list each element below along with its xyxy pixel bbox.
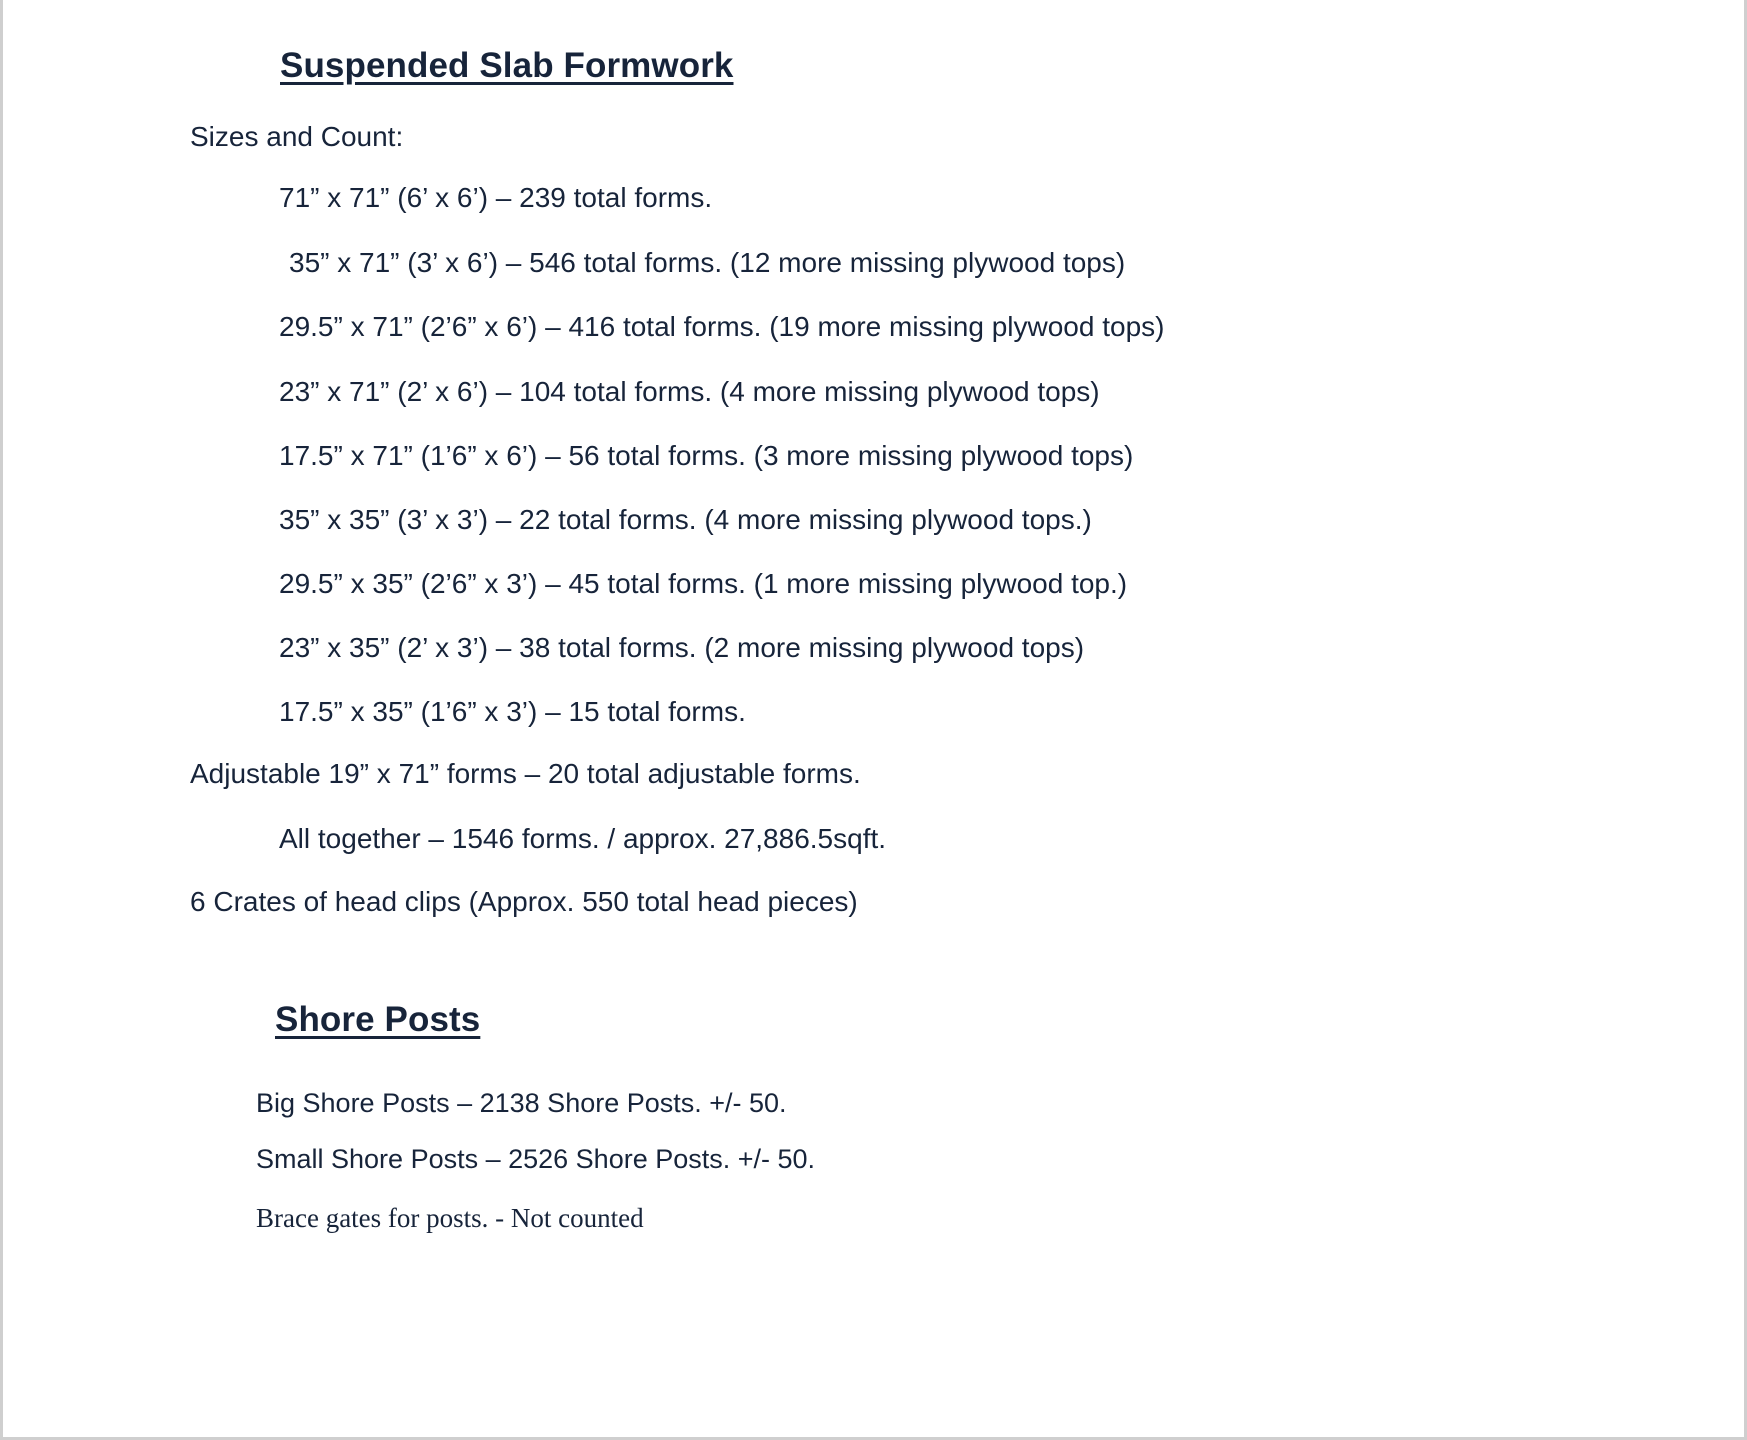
size-line: 23” x 35” (2’ x 3’) – 38 total forms. (2 more missing plywood tops) — [279, 632, 1085, 663]
section-heading-shore-posts: Shore Posts — [275, 1000, 481, 1039]
shore-post-line: Small Shore Posts – 2526 Shore Posts. +/- 50. — [256, 1144, 816, 1174]
size-line: 71” x 71” (6’ x 6’) – 239 total forms. — [279, 182, 713, 213]
adjustable-forms-line: Adjustable 19” x 71” forms – 20 total adjustable forms. — [190, 758, 861, 789]
page-border-left — [0, 0, 3, 1440]
section-heading-suspended-slab-formwork: Suspended Slab Formwork — [280, 46, 734, 85]
shore-post-line: Big Shore Posts – 2138 Shore Posts. +/- 50. — [256, 1088, 787, 1118]
all-together-line: All together – 1546 forms. / approx. 27,886.5sqft. — [279, 823, 887, 854]
size-line: 17.5” x 71” (1’6” x 6’) – 56 total forms. (3 more missing plywood tops) — [279, 440, 1134, 471]
brace-gates-note: Brace gates for posts. - Not counted — [256, 1203, 644, 1233]
size-line: 29.5” x 71” (2’6” x 6’) – 416 total forms. (19 more missing plywood tops) — [279, 311, 1165, 342]
sizes-and-count-label: Sizes and Count: — [190, 121, 404, 152]
size-line: 17.5” x 35” (1’6” x 3’) – 15 total forms. — [279, 696, 746, 727]
size-line: 35” x 35” (3’ x 3’) – 22 total forms. (4 more missing plywood tops.) — [279, 504, 1092, 535]
head-clips-line: 6 Crates of head clips (Approx. 550 total head pieces) — [190, 886, 858, 917]
size-line: 29.5” x 35” (2’6” x 3’) – 45 total forms. (1 more missing plywood top.) — [279, 568, 1128, 599]
size-line: 23” x 71” (2’ x 6’) – 104 total forms. (4 more missing plywood tops) — [279, 376, 1100, 407]
size-line: 35” x 71” (3’ x 6’) – 546 total forms. (12 more missing plywood tops) — [289, 247, 1126, 278]
